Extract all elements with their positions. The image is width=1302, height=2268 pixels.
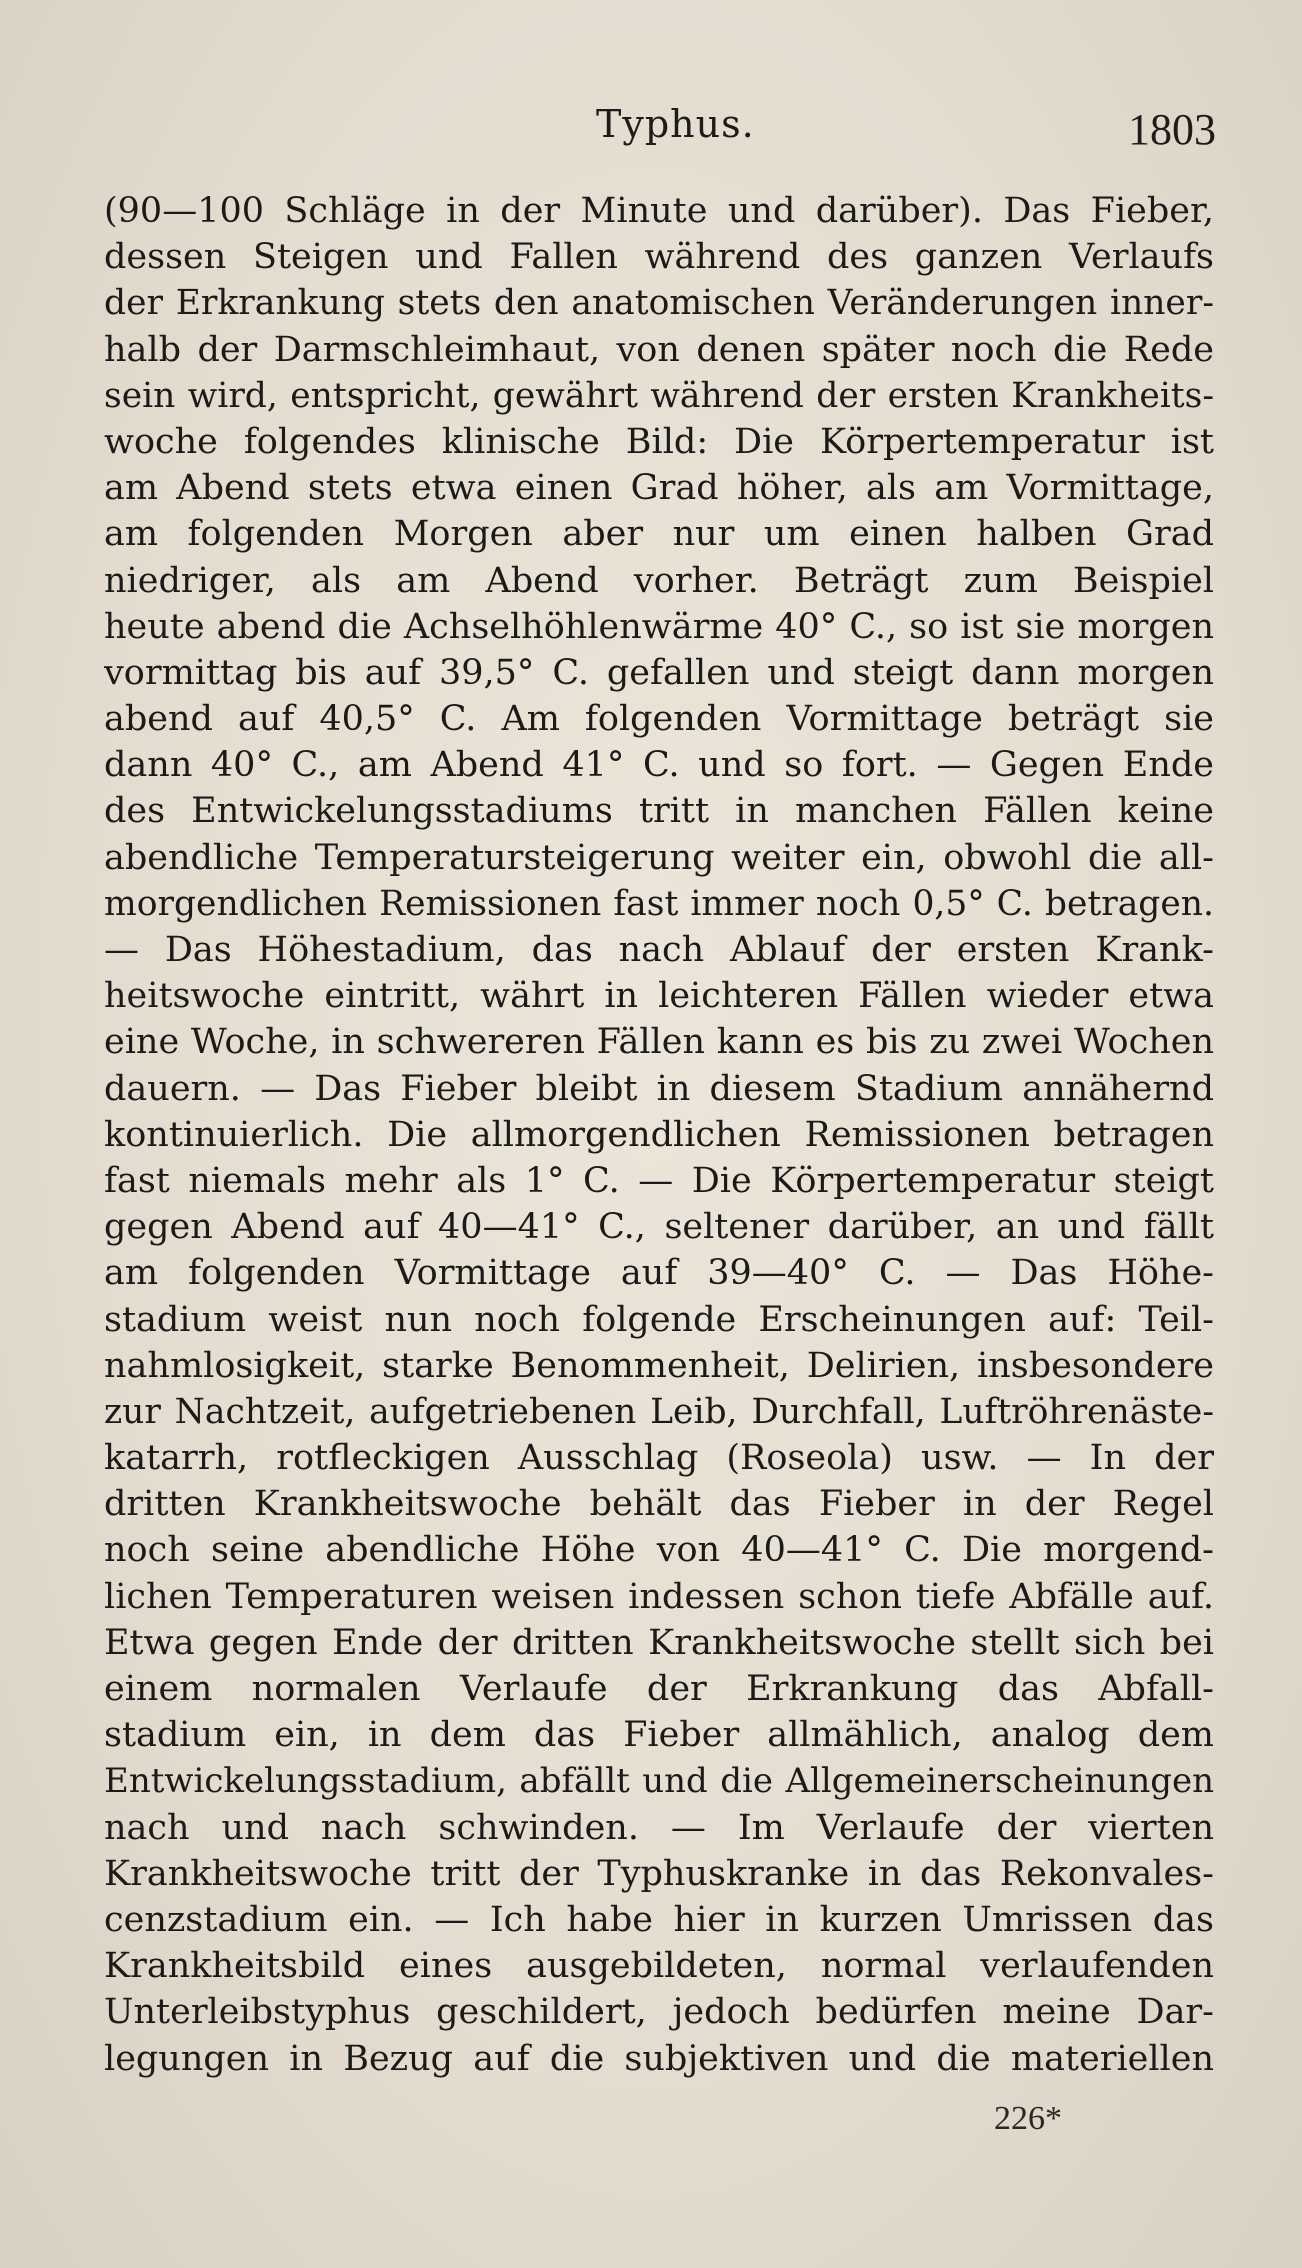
- text-line: am folgenden Vormittage auf 39—40° C. — Das Höhe-: [104, 1253, 1214, 1294]
- text-line: legungen in Bezug auf die subjektiven und die materiellen: [104, 2038, 1214, 2079]
- text-line: dann 40° C., am Abend 41° C. und so fort. — Gegen Ende: [104, 745, 1214, 786]
- text-line: zur Nachtzeit, aufgetriebenen Leib, Durchfall, Luftröhrenäste-: [104, 1391, 1214, 1432]
- text-line: Unterleibstyphus geschildert, jedoch bedürfen meine Dar-: [104, 1992, 1214, 2033]
- text-line: vormittag bis auf 39,5° C. gefallen und steigt dann morgen: [104, 652, 1214, 693]
- text-line: lichen Temperaturen weisen indessen schon tiefe Abfälle auf.: [104, 1576, 1214, 1617]
- text-line: einem normalen Verlaufe der Erkrankung das Abfall-: [104, 1669, 1214, 1709]
- text-line: niedriger, als am Abend vorher. Beträgt zum Beispiel: [104, 560, 1214, 601]
- text-line: dessen Steigen und Fallen während des ganzen Verlaufs: [104, 237, 1214, 278]
- text-line: dauern. — Das Fieber bleibt in diesem Stadium annähernd: [104, 1068, 1214, 1109]
- text-line: sein wird, entspricht, gewährt während der ersten Krankheits-: [104, 375, 1214, 416]
- text-line: dritten Krankheitswoche behält das Fieber in der Regel: [104, 1484, 1214, 1525]
- text-line: stadium weist nun noch folgende Erscheinungen auf: Teil-: [104, 1299, 1214, 1340]
- text-line: woche folgendes klinische Bild: Die Körpertemperatur ist: [104, 421, 1214, 462]
- text-line: — Das Höhestadium, das nach Ablauf der ersten Krank-: [104, 930, 1214, 970]
- text-line: halb der Darmschleimhaut, von denen später noch die Rede: [104, 329, 1214, 370]
- text-line: der Erkrankung stets den anatomischen Veränderungen inner-: [104, 283, 1214, 324]
- text-line: abendliche Temperatursteigerung weiter ein, obwohl die all-: [104, 837, 1214, 878]
- text-line: nahmlosigkeit, starke Benommenheit, Delirien, insbesondere: [104, 1345, 1214, 1386]
- text-line: morgendlichen Remissionen fast immer noch 0,5° C. betragen.: [104, 883, 1214, 924]
- text-line: Etwa gegen Ende der dritten Krankheitswoche stellt sich bei: [104, 1622, 1214, 1663]
- text-line: abend auf 40,5° C. Am folgenden Vormittage beträgt sie: [104, 699, 1214, 740]
- text-line: Entwickelungsstadium, abfällt und die Allgemeinerscheinungen: [104, 1761, 1214, 1802]
- text-line: Krankheitswoche tritt der Typhuskranke in das Rekonvales-: [104, 1853, 1214, 1894]
- text-line: am Abend stets etwa einen Grad höher, als am Vormittage,: [104, 468, 1214, 509]
- body-text: [104, 188, 1214, 2082]
- text-line: noch seine abendliche Höhe von 40—41° C. Die morgend-: [104, 1530, 1214, 1571]
- text-line: heitswoche eintritt, währt in leichteren Fällen wieder etwa: [104, 976, 1214, 1017]
- text-line: gegen Abend auf 40—41° C., seltener darüber, an und fällt: [104, 1207, 1214, 1248]
- text-line: des Entwickelungsstadiums tritt in manchen Fällen keine: [104, 791, 1214, 832]
- text-line: heute abend die Achselhöhlenwärme 40° C., so ist sie morgen: [104, 606, 1214, 647]
- text-line: kontinuierlich. Die allmorgendlichen Remissionen betragen: [104, 1114, 1214, 1155]
- text-line: Krankheitsbild eines ausgebildeten, normal verlaufenden: [104, 1946, 1214, 1987]
- text-line: nach und nach schwinden. — Im Verlaufe der vierten: [104, 1807, 1214, 1848]
- page-number: 1803: [1128, 105, 1216, 154]
- text-line: cenzstadium ein. — Ich habe hier in kurzen Umrissen das: [104, 1899, 1214, 1940]
- text-line: stadium ein, in dem das Fieber allmählich, analog dem: [104, 1715, 1214, 1756]
- running-head: Typhus.: [596, 102, 755, 146]
- text-line: (90—100 Schläge in der Minute und darüber). Das Fieber,: [104, 191, 1214, 231]
- text-line: katarrh, rotfleckigen Ausschlag (Roseola) usw. — In der: [104, 1438, 1214, 1479]
- text-line: am folgenden Morgen aber nur um einen halben Grad: [104, 514, 1214, 555]
- text-line: eine Woche, in schwereren Fällen kann es bis zu zwei Wochen: [104, 1022, 1214, 1063]
- printer-signature-mark: 226*: [994, 2100, 1062, 2137]
- text-line: fast niemals mehr als 1° C. — Die Körpertemperatur steigt: [104, 1160, 1214, 1201]
